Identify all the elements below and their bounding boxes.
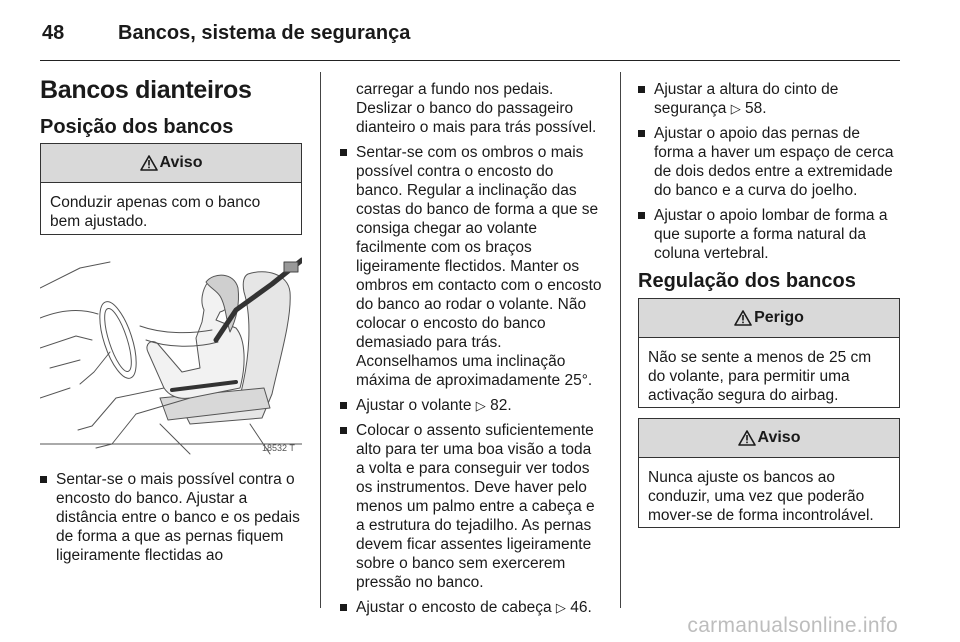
cross-reference-icon: ▷: [475, 398, 486, 413]
list-item-text: Colocar o assento suficientemente alto para ter uma boa visão a toda a volta e para conseguir ver todos os instrumentos. Deve haver pelo menos um palmo entre a cabeça e a estrutura do tejadilho. As pernas devem ficar assentes ligeiramente sobre o banco sem exercerem pressão no banco.: [356, 422, 595, 591]
cross-reference-icon: ▷: [555, 600, 566, 615]
list-item: [40, 470, 302, 565]
column-1-text: [40, 470, 302, 571]
subsection-title: Posição dos bancos: [40, 116, 234, 138]
header-rule: [40, 60, 900, 61]
list-item-text: Sentar-se o mais possível contra o encosto do banco. Ajustar a distância entre o banco e os pedais de forma a que as pernas fiquem ligeiramente flectidas ao: [56, 471, 300, 564]
warning-box-adjustment-text: Nunca ajuste os bancos ao conduzir, uma vez que poderão mover-se de forma incontrolável.: [648, 469, 874, 524]
warning-triangle-icon: [738, 430, 756, 446]
danger-box-label: Perigo: [754, 309, 804, 326]
watermark: carmanualsonline.info: [687, 614, 898, 637]
bullet-icon: [638, 212, 645, 219]
bullet-icon: [638, 130, 645, 137]
bullet-icon: [40, 476, 47, 483]
column-divider-2: [620, 72, 621, 608]
cross-reference-link[interactable]: 58.: [745, 100, 767, 117]
list-item: [340, 598, 602, 617]
list-item-text: Ajustar a altura do cinto de segurança ▷ 58.: [654, 81, 839, 117]
list-item-text: Ajustar o encosto de cabeça ▷ 46.: [356, 599, 592, 616]
list-item-text: Sentar-se com os ombros o mais possível contra o encosto do banco. Regular a inclinação das costas do banco de forma a que se consiga chegar ao volante facilmente com os braços ligeiramente flectidos. Manter os ombros em contacto com o encosto do banco ao rodar o volante. Não colocar o encosto do banco demasiado para trás. Aconselhamos uma inclinação máxima de aproximadamente 25°.: [356, 144, 602, 389]
warning-triangle-icon: [734, 310, 752, 326]
warning-box-adjustment-header: [639, 419, 899, 458]
list-item: [340, 143, 602, 390]
cross-reference-link[interactable]: 46.: [570, 599, 592, 616]
column-3-text: [638, 80, 900, 269]
bullet-icon: [340, 427, 347, 434]
bullet-icon: [340, 402, 347, 409]
danger-box-text: Não se sente a menos de 25 cm do volante, para permitir uma activação segura do airbag.: [648, 349, 872, 404]
list-item: [638, 124, 900, 200]
column-2-text: [340, 80, 602, 623]
warning-box-label: Aviso: [159, 154, 203, 171]
cross-reference-link[interactable]: 82.: [490, 397, 512, 414]
page-number: 48: [42, 22, 65, 44]
warning-box: [40, 143, 302, 235]
list-item-text: Ajustar o apoio das pernas de forma a haver um espaço de cerca de dois dedos entre a extremidade do banco e a curva do joelho.: [654, 125, 894, 199]
list-item: [340, 421, 602, 592]
bullet-icon: [638, 86, 645, 93]
warning-box-text: Conduzir apenas com o banco bem ajustado.: [50, 194, 261, 230]
list-item-text: Ajustar o volante ▷ 82.: [356, 397, 512, 414]
list-item-text: Ajustar o apoio lombar de forma a que suporte a forma natural da coluna vertebral.: [654, 207, 888, 262]
column-divider-1: [320, 72, 321, 608]
warning-box-adjustment-label: Aviso: [757, 429, 801, 446]
seating-position-illustration: [40, 248, 302, 458]
bullet-icon: [340, 149, 347, 156]
running-header: Bancos, sistema de segurança: [118, 22, 411, 44]
danger-box: [638, 298, 900, 408]
continuation-text: carregar a fundo nos pedais. Deslizar o banco do passageiro dianteiro o mais para trás possível.: [356, 81, 597, 136]
warning-box-adjustment: [638, 418, 900, 528]
list-item: [638, 206, 900, 263]
list-item: [638, 80, 900, 118]
figure-id: 18532 T: [262, 443, 295, 453]
cross-reference-icon: ▷: [730, 101, 741, 116]
subsection-title-adjustment: Regulação dos bancos: [638, 270, 856, 292]
section-title: Bancos dianteiros: [40, 76, 252, 104]
warning-box-header: [41, 144, 301, 183]
bullet-icon: [340, 604, 347, 611]
warning-triangle-icon: [140, 155, 158, 171]
danger-box-header: [639, 299, 899, 338]
list-item: [340, 396, 602, 415]
